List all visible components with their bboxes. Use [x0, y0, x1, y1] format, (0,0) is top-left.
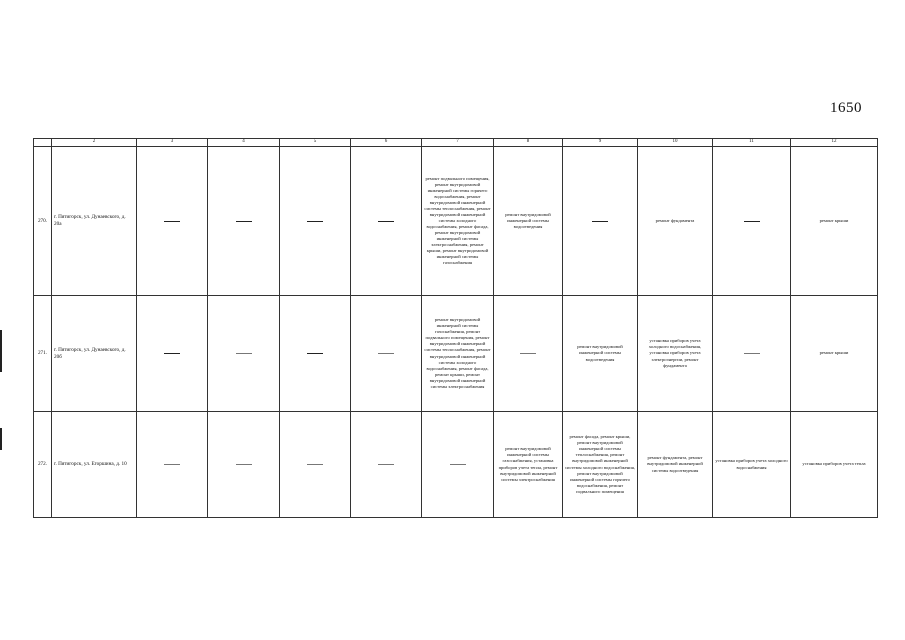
address-cell: г. Пятигорск, ул. Дунаевского, д. 20а [52, 147, 137, 296]
empty-cell [137, 147, 208, 296]
header-cell [34, 139, 52, 147]
address-cell: г. Пятигорск, ул. Дунаевского, д. 20б [52, 296, 137, 412]
table-row [34, 412, 878, 518]
empty-cell [351, 412, 422, 518]
empty-cell [280, 296, 351, 412]
empty-cell [713, 296, 791, 412]
dash-mark [592, 221, 608, 222]
work-list-cell: ремонт внутридомовой инженерной системы водоотведения [494, 147, 563, 296]
work-list-cell: ремонт внутридомовой инженерной системы газоснабжения, установка приборов учета тепла, ремонт внутридомовой инженерной системы электроснабжения [494, 412, 563, 518]
work-list-cell: ремонт внутридомовой инженерной системы газоснабжения, ремонт подвального помещения, ремонт внутридомовой инженерной системы теплоснабжения, ремонт внутридомовой инженерной системы холодного водоснабжения, ремонт фасада, ремонт крыши, ремонт внутридомовой инженерной системы электроснабжения [422, 296, 494, 412]
header-row [34, 139, 878, 147]
work-list-cell: ремонт внутридомовой инженерной системы водоотведения [563, 296, 638, 412]
row-number: 271. [34, 296, 52, 412]
dash-mark [236, 353, 252, 354]
work-list-cell: ремонт фасада, ремонт крыши, ремонт внутридомовой инженерной системы теплоснабжения, ремонт внутридомовой инженерной системы холодного водоснабжения, ремонт внутридомовой инженерной системы горячего водоснабжения, ремонт подвального помещения [563, 412, 638, 518]
dash-mark [164, 221, 180, 222]
dash-mark [307, 353, 323, 354]
work-list-cell: ремонт фундамента, ремонт внутридомовой инженерной системы водоотведения [638, 412, 713, 518]
dash-mark [378, 464, 394, 465]
empty-cell [280, 147, 351, 296]
empty-cell [137, 412, 208, 518]
dash-mark [236, 221, 252, 222]
work-list-cell: установка приборов учета холодного водоснабжения [713, 412, 791, 518]
header-cell: 7 [422, 139, 494, 147]
dash-mark [744, 353, 760, 354]
empty-cell [208, 412, 280, 518]
dash-mark [307, 221, 323, 222]
page-number: 1650 [830, 100, 862, 116]
dash-mark [450, 464, 466, 465]
header-cell: 5 [280, 139, 351, 147]
header-cell: 4 [208, 139, 280, 147]
dash-mark [164, 464, 180, 465]
margin-tick [0, 330, 2, 372]
work-list-cell: ремонт фундамента [638, 147, 713, 296]
header-cell: 12 [791, 139, 878, 147]
header-cell: 3 [137, 139, 208, 147]
dash-mark [236, 464, 252, 465]
dash-mark [378, 353, 394, 354]
row-number: 270. [34, 147, 52, 296]
header-cell: 11 [713, 139, 791, 147]
empty-cell [563, 147, 638, 296]
work-list-cell: ремонт подвального помещения, ремонт внутридомовой инженерной системы горячего водоснабжения, ремонт внутридомовой инженерной системы теплоснабжения, ремонт внутридомовой инженерной системы холодного водоснабжения, ремонт фасада, ремонт внутридомовой инженерной системы электроснабжения, ремонт крыши, ремонт внутридомовой инженерной системы газоснабжения [422, 147, 494, 296]
address-cell: г. Пятигорск, ул. Егоршина, д. 10 [52, 412, 137, 518]
empty-cell [494, 296, 563, 412]
dash-mark [307, 464, 323, 465]
repair-plan-table [33, 138, 878, 518]
work-list-cell: установка приборов учета тепла [791, 412, 878, 518]
header-cell: 6 [351, 139, 422, 147]
header-cell: 2 [52, 139, 137, 147]
empty-cell [208, 296, 280, 412]
work-list-cell: установка приборов учета холодного водоснабжения, установка приборов учета электроэнергии, ремонт фундамента [638, 296, 713, 412]
empty-cell [713, 147, 791, 296]
dash-mark [164, 353, 180, 354]
row-number: 272. [34, 412, 52, 518]
dash-mark [378, 221, 394, 222]
dash-mark [520, 353, 536, 354]
empty-cell [351, 296, 422, 412]
header-cell: 8 [494, 139, 563, 147]
empty-cell [280, 412, 351, 518]
empty-cell [208, 147, 280, 296]
table-row [34, 147, 878, 296]
header-cell: 9 [563, 139, 638, 147]
table-row [34, 296, 878, 412]
work-list-cell: ремонт крыши [791, 296, 878, 412]
empty-cell [422, 412, 494, 518]
empty-cell [351, 147, 422, 296]
dash-mark [744, 221, 760, 222]
margin-tick [0, 428, 2, 450]
header-cell: 10 [638, 139, 713, 147]
work-list-cell: ремонт крыши [791, 147, 878, 296]
empty-cell [137, 296, 208, 412]
